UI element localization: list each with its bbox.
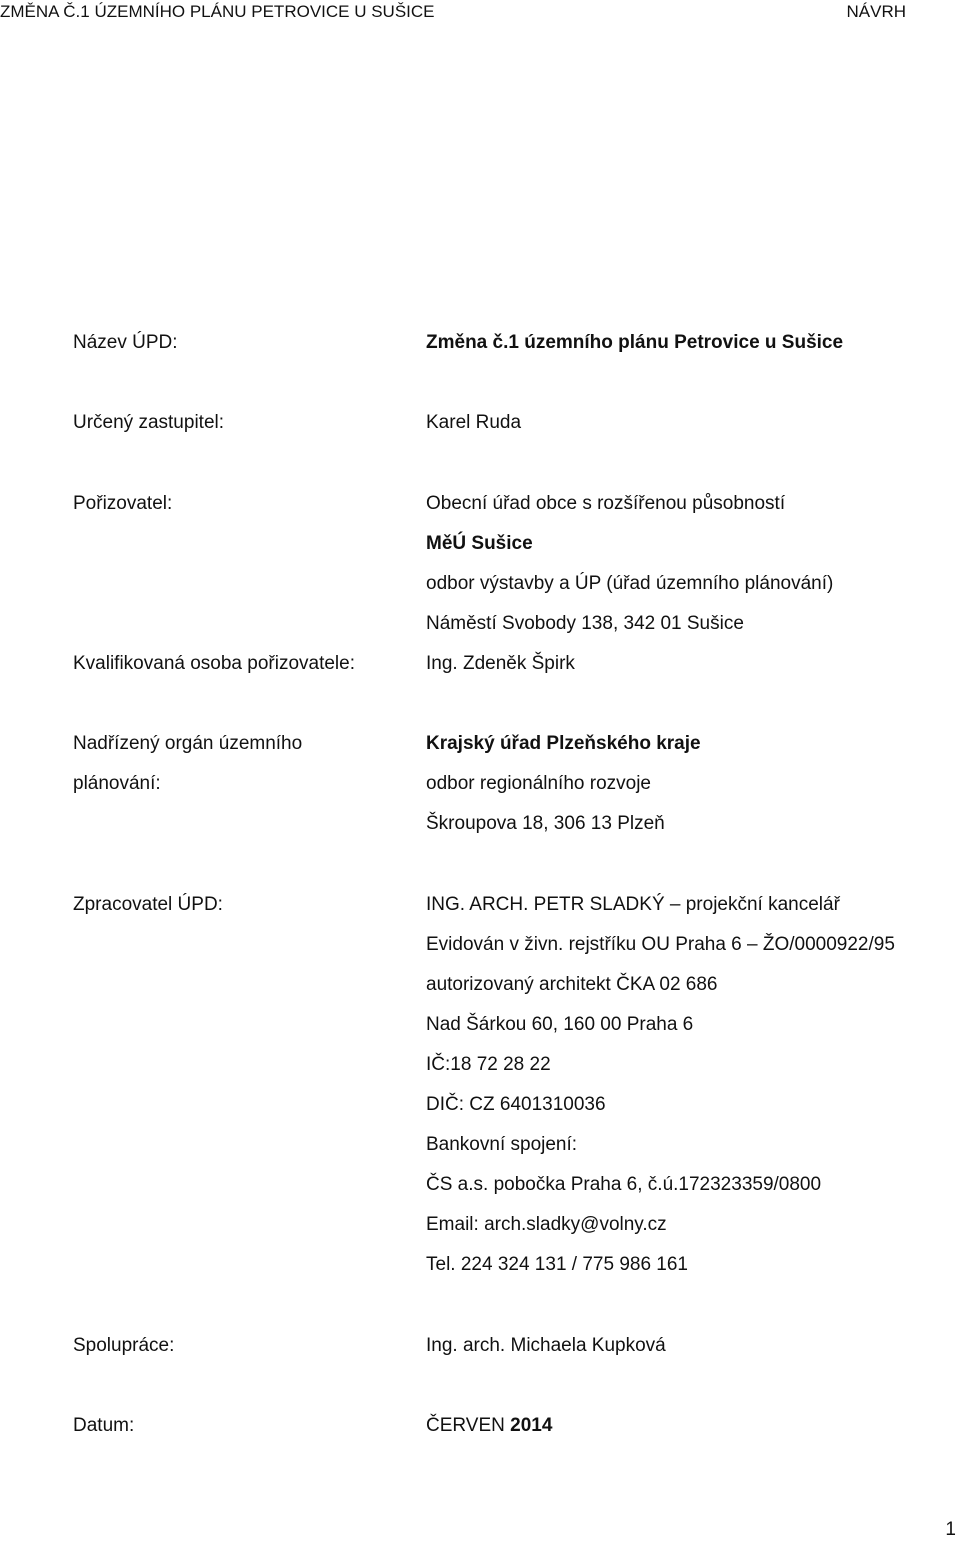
nazev-label: Název ÚPD: (73, 332, 178, 353)
zpracovatel-line: ING. ARCH. PETR SLADKÝ – projekční kancelář (426, 894, 840, 915)
document-title-header: ZMĚNA Č.1 ÚZEMNÍHO PLÁNU PETROVICE U SUŠICE (0, 2, 435, 21)
nazev-value: Změna č.1 územního plánu Petrovice u Sušice (426, 332, 844, 353)
spoluprace-value: Ing. arch. Michaela Kupková (426, 1335, 666, 1356)
zastupitel-value: Karel Ruda (426, 412, 522, 433)
zpracovatel-line: autorizovaný architekt ČKA 02 686 (426, 974, 718, 995)
zpracovatel-line: IČ:18 72 28 22 (426, 1054, 551, 1075)
porizovatel-line: Obecní úřad obce s rozšířenou působností (426, 493, 786, 514)
spoluprace-label: Spolupráce: (73, 1335, 175, 1356)
zpracovatel-line: Evidován v živn. rejstříku OU Praha 6 – ŽO/0000922/95 (426, 934, 895, 955)
page-header (0, 2, 960, 22)
porizovatel-line: Náměstí Svobody 138, 342 01 Sušice (426, 613, 744, 634)
nadrizeny-line: Krajský úřad Plzeňského kraje (426, 733, 701, 754)
datum-year: 2014 (510, 1415, 553, 1436)
nadrizeny-line: Škroupova 18, 306 13 Plzeň (426, 813, 665, 834)
nadrizeny-label-line1: Nadřízený orgán územního (73, 733, 303, 754)
zpracovatel-label: Zpracovatel ÚPD: (73, 894, 223, 915)
porizovatel-line: MěÚ Sušice (426, 533, 533, 554)
zpracovatel-line: Nad Šárkou 60, 160 00 Praha 6 (426, 1014, 694, 1035)
zpracovatel-email: Email: arch.sladky@volny.cz (426, 1214, 667, 1235)
datum-month: ČERVEN (426, 1415, 505, 1436)
document-status-header: NÁVRH (846, 2, 906, 21)
datum-label: Datum: (73, 1415, 135, 1436)
zpracovatel-phone: Tel. 224 324 131 / 775 986 161 (426, 1254, 689, 1275)
zpracovatel-line: DIČ: CZ 6401310036 (426, 1094, 606, 1115)
nadrizeny-label-line2: plánování: (73, 773, 161, 794)
kvalifikovana-label: Kvalifikovaná osoba pořizovatele: (73, 653, 356, 674)
zpracovatel-line: Bankovní spojení: (426, 1134, 578, 1155)
page-number: 1 (945, 1519, 956, 1540)
nadrizeny-line: odbor regionálního rozvoje (426, 773, 651, 794)
zpracovatel-line: ČS a.s. pobočka Praha 6, č.ú.172323359/0800 (426, 1174, 822, 1195)
zastupitel-label: Určený zastupitel: (73, 412, 225, 433)
porizovatel-label: Pořizovatel: (73, 493, 173, 514)
datum-value (426, 1414, 552, 1438)
kvalifikovana-value: Ing. Zdeněk Špirk (426, 653, 575, 674)
porizovatel-line: odbor výstavby a ÚP (úřad územního plánování) (426, 573, 834, 594)
